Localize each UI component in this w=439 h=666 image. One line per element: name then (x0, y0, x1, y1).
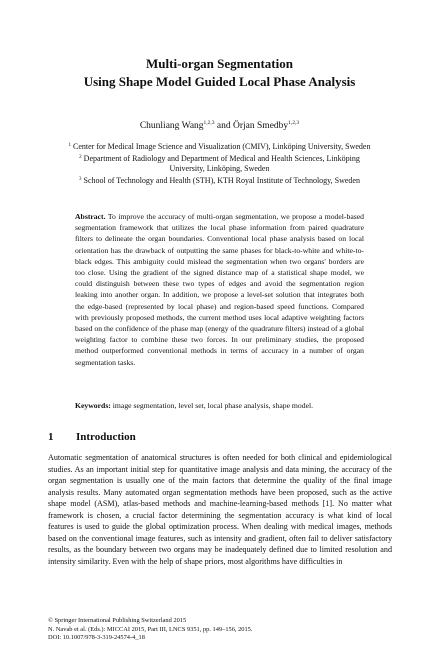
footer-citation: N. Navab et al. (Eds.): MICCAI 2015, Part III, LNCS 9351, pp. 149–156, 2015. (48, 625, 253, 633)
author-list (40, 117, 399, 132)
author-name: Chunliang Wang (139, 121, 204, 131)
author-affiliation-marker: 1,2,3 (203, 120, 215, 126)
affiliation-list (40, 141, 399, 186)
footer-copyright: © Springer International Publishing Switzerland 2015 (48, 617, 187, 624)
section-heading (48, 430, 136, 444)
author-affiliation-marker: 1,2,3 (288, 120, 300, 126)
affiliation (40, 153, 399, 175)
keywords-label: Keywords: (75, 401, 111, 410)
author-conjunction: and (214, 121, 234, 131)
body-paragraph: Automatic segmentation of anatomical structures is often needed for both clinical and epidemiological studies. As an important initial step for quantitative image analysis and data mining, the accuracy of the organ segmentation is usually one of the main factors that determine the quality of the final image analysis results. Many automated organ segmentation methods have been proposed, such as the active shape model (ASM), atlas-based methods and machine-learning-based methods [1]. No matter what framework is chosen, a crucial factor determining the segmentation accuracy is what kind of local features is used to guide the global optimization process. When dealing with medical images, methods based on the conventional image features, such as intensity and gradient, often fail to deliver satisfactory results, as the boundary between two organs may be inadequately defined due to limited resolution and intensity similarity. Even with the help of shape priors, most algorithms have difficulties in (48, 453, 392, 566)
affiliation-text: School of Technology and Health (STH), KTH Royal Institute of Technology, Sweden (83, 175, 360, 185)
keywords (75, 400, 364, 411)
affiliation-number: 1 (68, 143, 72, 148)
abstract (75, 211, 364, 368)
section-title: Introduction (76, 431, 136, 443)
paper-title (40, 55, 399, 91)
section-number: 1 (48, 431, 54, 443)
footer-doi: DOI: 10.1007/978-3-319-24574-4_18 (48, 634, 145, 642)
affiliation-text: Center for Medical Image Science and Visualization (CMIV), Linköping University, Sweden (73, 142, 371, 151)
page-footer (48, 617, 392, 643)
abstract-text: To improve the accuracy of multi-organ segmentation, we propose a model-based segmentation framework that utilizes the local phase information from paired quadrature filters to delineate the organ boundaries. Conventional local phase analysis based on local orientation has the drawback of outputting the same phases for black-to-white and white-to-black edges. This ambiguity could mislead the segmentation when two organs' borders are too close. Using the gradient of the signed distance map of a statistical shape model, we could distinguish between these two types of edges and avoid the segmentation region leaking into another organ. In addition, we propose a level-set solution that integrates both the edge-based (represented by local phase) and region-based speed functions. Compared with previously proposed methods, the current method uses local adaptive weighting factors based on the confidence of the phase map (energy of the quadrature filters) instead of a global weighting factor to combine these two forces. In our preliminary studies, the proposed method outperformed conventional methods in terms of accuracy in a number of organ segmentation tasks. (75, 212, 364, 367)
affiliation (40, 175, 399, 187)
affiliation-number: 2 (79, 154, 82, 160)
abstract-label: Abstract. (75, 212, 106, 221)
affiliation (40, 141, 399, 153)
title-line-2: Using Shape Model Guided Local Phase Analysis (83, 74, 356, 89)
title-line-1: Multi-organ Segmentation (146, 56, 293, 71)
affiliation-text: Department of Radiology and Department of Medical and Health Sciences, Linköping University, Linköping, Sweden (83, 153, 360, 174)
affiliation-number: 3 (79, 176, 82, 182)
author-name: Örjan Smedby (233, 121, 289, 131)
keywords-text: image segmentation, level set, local phase analysis, shape model. (112, 401, 314, 410)
